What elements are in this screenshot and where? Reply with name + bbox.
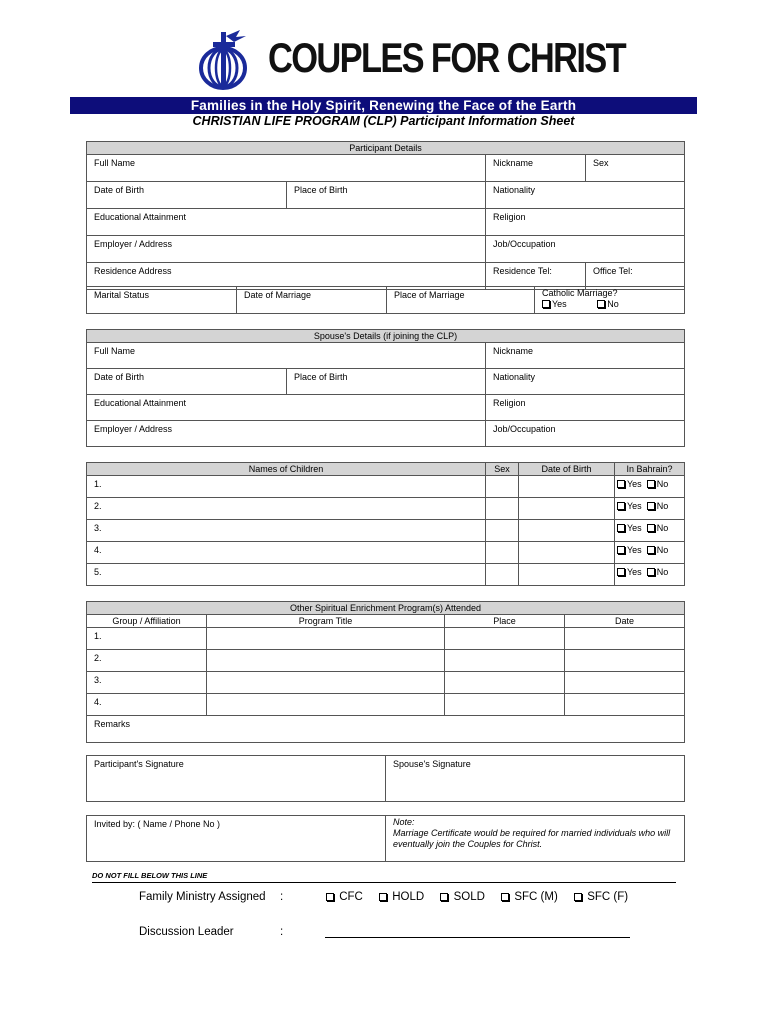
yes-label: Yes xyxy=(627,545,642,555)
program-date-field[interactable] xyxy=(565,650,685,672)
option-sfc-m-label: SFC (M) xyxy=(514,891,558,903)
participant-education-field[interactable] xyxy=(87,209,486,236)
option-sold-checkbox[interactable] xyxy=(440,891,485,903)
checkbox-icon xyxy=(617,546,625,554)
child-bahrain-yes-checkbox[interactable] xyxy=(617,567,642,577)
child-dob-field[interactable] xyxy=(519,476,615,498)
child-dob-field[interactable] xyxy=(519,520,615,542)
programs-heading: Other Spiritual Enrichment Program(s) Attended xyxy=(87,602,685,615)
option-sfc-f-label: SFC (F) xyxy=(587,891,629,903)
participant-dom-field[interactable] xyxy=(237,287,387,314)
program-place-field[interactable] xyxy=(445,672,565,694)
child-bahrain-field xyxy=(615,564,685,586)
participant-dob-label: Date of Birth xyxy=(94,185,145,195)
spouse-signature-label: Spouse's Signature xyxy=(393,759,471,769)
program-date-field[interactable] xyxy=(565,672,685,694)
program-row-number: 4. xyxy=(94,697,102,707)
program-group-field[interactable] xyxy=(87,628,207,650)
checkbox-icon xyxy=(574,893,582,901)
participant-sex-label: Sex xyxy=(593,158,609,168)
participant-nationality-label: Nationality xyxy=(493,185,536,195)
child-bahrain-no-checkbox[interactable] xyxy=(647,567,669,577)
checkbox-icon xyxy=(379,893,387,901)
participant-pom-label: Place of Marriage xyxy=(394,290,465,300)
spouse-details-heading: Spouse's Details (if joining the CLP) xyxy=(87,330,685,343)
child-bahrain-field xyxy=(615,476,685,498)
program-row-number: 3. xyxy=(94,675,102,685)
program-title-field[interactable] xyxy=(207,650,445,672)
participant-employer-label: Employer / Address xyxy=(94,239,173,249)
checkbox-icon xyxy=(617,480,625,488)
participant-pob-field[interactable] xyxy=(287,182,486,209)
child-sex-field[interactable] xyxy=(486,542,519,564)
participant-res-tel-label: Residence Tel: xyxy=(493,266,552,276)
note-box xyxy=(386,816,685,862)
leader-label: Discussion Leader xyxy=(139,926,234,938)
form-title: CHRISTIAN LIFE PROGRAM (CLP) Participant Information Sheet xyxy=(192,114,575,128)
option-sold-label: SOLD xyxy=(453,891,485,903)
participant-full-name-label: Full Name xyxy=(94,158,136,168)
children-col-dob: Date of Birth xyxy=(519,463,615,476)
spouse-religion-field[interactable] xyxy=(486,395,685,421)
option-cfc-checkbox[interactable] xyxy=(326,891,363,903)
leader-colon: : xyxy=(280,926,284,938)
child-row-number: 4. xyxy=(94,545,102,555)
spouse-nationality-field[interactable] xyxy=(486,369,685,395)
child-bahrain-no-checkbox[interactable] xyxy=(647,523,669,533)
child-name-field[interactable] xyxy=(87,542,486,564)
child-bahrain-no-checkbox[interactable] xyxy=(647,501,669,511)
child-name-field[interactable] xyxy=(87,520,486,542)
spouse-job-label: Job/Occupation xyxy=(493,424,556,434)
child-name-field[interactable] xyxy=(87,564,486,586)
child-bahrain-field xyxy=(615,520,685,542)
yes-label: Yes xyxy=(627,501,642,511)
child-name-field[interactable] xyxy=(87,498,486,520)
program-row-number: 1. xyxy=(94,631,102,641)
participant-pom-field[interactable] xyxy=(387,287,535,314)
spouse-dob-label: Date of Birth xyxy=(94,372,145,382)
participant-employer-field[interactable] xyxy=(87,236,486,263)
spouse-pob-field[interactable] xyxy=(287,369,486,395)
child-sex-field[interactable] xyxy=(486,564,519,586)
signatures-table xyxy=(86,755,685,802)
spouse-nationality-label: Nationality xyxy=(493,372,536,382)
participant-signature-label: Participant's Signature xyxy=(94,759,184,769)
program-group-field[interactable] xyxy=(87,672,207,694)
child-bahrain-yes-checkbox[interactable] xyxy=(617,479,642,489)
spouse-nickname-field[interactable] xyxy=(486,343,685,369)
child-bahrain-yes-checkbox[interactable] xyxy=(617,501,642,511)
spouse-religion-label: Religion xyxy=(493,398,526,408)
program-row-number: 2. xyxy=(94,653,102,663)
program-group-field[interactable] xyxy=(87,650,207,672)
programs-col-title: Program Title xyxy=(207,615,445,628)
spouse-dob-field[interactable] xyxy=(87,369,287,395)
no-label: No xyxy=(656,479,669,489)
child-bahrain-field xyxy=(615,542,685,564)
child-dob-field[interactable] xyxy=(519,498,615,520)
program-title-field[interactable] xyxy=(207,628,445,650)
spouse-education-label: Educational Attainment xyxy=(94,398,187,408)
spouse-details-table xyxy=(86,329,685,447)
checkbox-icon xyxy=(542,300,550,308)
participant-details-table xyxy=(86,141,685,290)
participant-job-field[interactable] xyxy=(486,236,685,263)
program-title-field[interactable] xyxy=(207,694,445,716)
no-label: No xyxy=(656,567,669,577)
participant-marital-field[interactable] xyxy=(87,287,237,314)
participant-signature-field[interactable] xyxy=(87,756,386,802)
participant-marital-label: Marital Status xyxy=(94,290,150,300)
program-title-field[interactable] xyxy=(207,672,445,694)
yes-label: Yes xyxy=(627,567,642,577)
child-bahrain-yes-checkbox[interactable] xyxy=(617,545,642,555)
participant-dom-label: Date of Marriage xyxy=(244,290,312,300)
participant-pob-label: Place of Birth xyxy=(294,185,348,195)
ministry-options xyxy=(326,891,628,903)
programs-table xyxy=(86,601,685,743)
participant-catholic-field xyxy=(535,287,685,314)
child-bahrain-yes-checkbox[interactable] xyxy=(617,523,642,533)
child-row-number: 5. xyxy=(94,567,102,577)
participant-nickname-label: Nickname xyxy=(493,158,534,168)
spouse-job-field[interactable] xyxy=(486,421,685,447)
participant-marriage-table xyxy=(86,286,685,314)
catholic-no-label: No xyxy=(607,299,619,309)
spouse-full-name-field[interactable] xyxy=(87,343,486,369)
children-table xyxy=(86,462,685,586)
child-dob-field[interactable] xyxy=(519,542,615,564)
yes-label: Yes xyxy=(627,479,642,489)
checkbox-icon xyxy=(617,502,625,510)
children-col-sex: Sex xyxy=(486,463,519,476)
participant-details-heading: Participant Details xyxy=(87,142,685,155)
spouse-employer-label: Employer / Address xyxy=(94,424,173,434)
do-not-fill-note: DO NOT FILL BELOW THIS LINE xyxy=(92,871,208,880)
program-place-field[interactable] xyxy=(445,628,565,650)
invited-by-label: Invited by: ( Name / Phone No ) xyxy=(94,819,221,829)
child-sex-field[interactable] xyxy=(486,476,519,498)
checkbox-icon xyxy=(617,568,625,576)
checkbox-icon xyxy=(501,893,509,901)
children-col-bahrain: In Bahrain? xyxy=(615,463,685,476)
option-cfc-label: CFC xyxy=(339,891,363,903)
catholic-yes-label: Yes xyxy=(552,299,567,309)
checkbox-icon xyxy=(617,524,625,532)
catholic-no-checkbox[interactable] xyxy=(597,299,619,309)
participant-religion-label: Religion xyxy=(493,212,526,222)
participant-sex-field[interactable] xyxy=(586,155,685,182)
org-logo xyxy=(196,28,625,98)
note-label: Note: xyxy=(393,817,415,827)
org-name: COUPLES FOR CHRIST xyxy=(268,34,625,81)
ministry-colon: : xyxy=(280,891,284,903)
option-hold-checkbox[interactable] xyxy=(379,891,424,903)
option-sfc-f-checkbox[interactable] xyxy=(574,891,628,903)
participant-dob-field[interactable] xyxy=(87,182,287,209)
checkbox-icon xyxy=(647,480,655,488)
child-bahrain-field xyxy=(615,498,685,520)
participant-office-tel-label: Office Tel: xyxy=(593,266,633,276)
participant-catholic-label: Catholic Marriage? xyxy=(542,288,618,298)
divider-line xyxy=(92,882,676,883)
child-row-number: 3. xyxy=(94,523,102,533)
program-group-field[interactable] xyxy=(87,694,207,716)
spouse-signature-field[interactable] xyxy=(386,756,685,802)
child-sex-field[interactable] xyxy=(486,520,519,542)
participant-residence-label: Residence Address xyxy=(94,266,172,276)
spouse-employer-field[interactable] xyxy=(87,421,486,447)
child-name-field[interactable] xyxy=(87,476,486,498)
participant-nickname-field[interactable] xyxy=(486,155,586,182)
program-date-field[interactable] xyxy=(565,694,685,716)
discussion-leader-field[interactable] xyxy=(325,937,630,938)
remarks-field[interactable] xyxy=(87,716,685,743)
checkbox-icon xyxy=(647,502,655,510)
invited-by-field[interactable] xyxy=(87,816,386,862)
spouse-education-field[interactable] xyxy=(87,395,486,421)
programs-col-date: Date xyxy=(565,615,685,628)
checkbox-icon xyxy=(647,524,655,532)
no-label: No xyxy=(656,545,669,555)
spouse-full-name-label: Full Name xyxy=(94,346,136,356)
programs-col-place: Place xyxy=(445,615,565,628)
invite-table xyxy=(86,815,685,862)
participant-job-label: Job/Occupation xyxy=(493,239,556,249)
checkbox-icon xyxy=(326,893,334,901)
catholic-yes-checkbox[interactable] xyxy=(542,299,567,309)
program-date-field[interactable] xyxy=(565,628,685,650)
child-bahrain-no-checkbox[interactable] xyxy=(647,545,669,555)
spouse-nickname-label: Nickname xyxy=(493,346,534,356)
remarks-label: Remarks xyxy=(94,719,131,729)
child-sex-field[interactable] xyxy=(486,498,519,520)
no-label: No xyxy=(656,501,669,511)
cfc-emblem-icon xyxy=(196,28,266,96)
children-col-names: Names of Children xyxy=(87,463,486,476)
checkbox-icon xyxy=(647,568,655,576)
yes-label: Yes xyxy=(627,523,642,533)
participant-education-label: Educational Attainment xyxy=(94,212,187,222)
checkbox-icon xyxy=(597,300,605,308)
note-text: Marriage Certificate would be required for married individuals who will eventually join the Couples for Christ. xyxy=(393,828,671,849)
checkbox-icon xyxy=(440,893,448,901)
option-sfc-m-checkbox[interactable] xyxy=(501,891,558,903)
option-hold-label: HOLD xyxy=(392,891,425,903)
participant-full-name-field[interactable] xyxy=(87,155,486,182)
program-place-field[interactable] xyxy=(445,694,565,716)
spouse-pob-label: Place of Birth xyxy=(294,372,348,382)
no-label: No xyxy=(656,523,669,533)
participant-religion-field[interactable] xyxy=(486,209,685,236)
child-dob-field[interactable] xyxy=(519,564,615,586)
child-bahrain-no-checkbox[interactable] xyxy=(647,479,669,489)
program-place-field[interactable] xyxy=(445,650,565,672)
checkbox-icon xyxy=(647,546,655,554)
programs-col-group: Group / Affiliation xyxy=(87,615,207,628)
child-row-number: 2. xyxy=(94,501,102,511)
tagline-banner: Families in the Holy Spirit, Renewing the Face of the Earth xyxy=(70,97,697,114)
child-row-number: 1. xyxy=(94,479,102,489)
participant-nationality-field[interactable] xyxy=(486,182,685,209)
ministry-label: Family Ministry Assigned xyxy=(139,891,266,903)
